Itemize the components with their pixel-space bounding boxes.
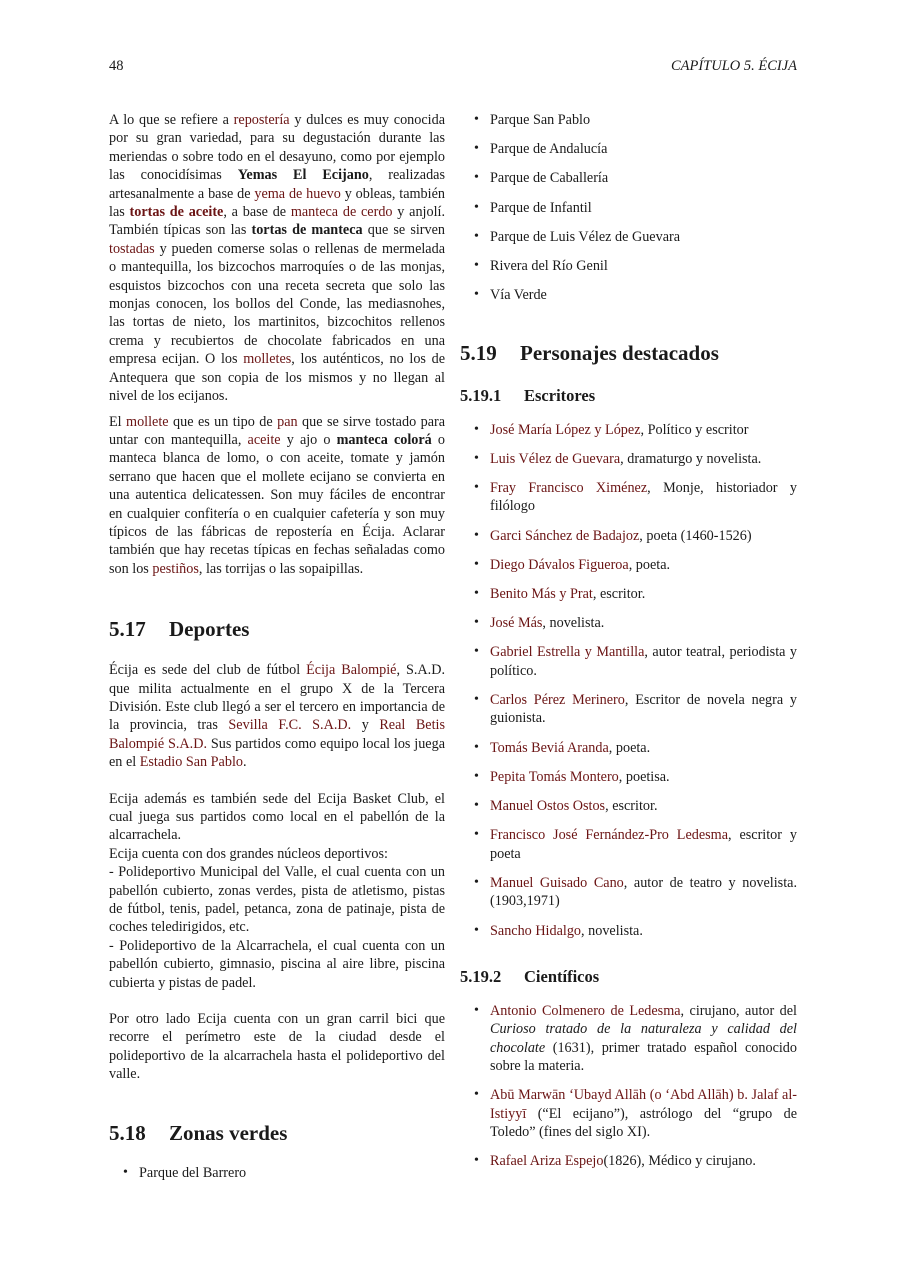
text: , escritor. [592,586,646,603]
section-number: 5.19 [460,340,497,365]
text: , S.A.D. que milita actualmente en el grupo X de la Tercera División. Este club llegó a ser el tercero en importancia de la provincia, tras [109,662,445,734]
subsection-heading-cientificos [460,966,797,988]
text: , autor de teatro y novelista.(1903,1971) [490,874,797,910]
link-sevilla-fc[interactable]: Sevilla F.C. S.A.D. [228,717,352,734]
text: (“El ecijano”), astrólogo del “grupo de Toledo” (fines del siglo XI). [490,1105,797,1141]
list-item [460,527,797,545]
text: y dulces es muy conocida por su gran variedad, para su degustación durante las meriendas o sobre todo en el desayuno, como por ejemplo las conocidísimas [109,112,445,184]
text: que es un tipo de [168,413,278,430]
link-person[interactable]: Manuel Guisado Cano [490,874,624,891]
book-title: Curioso tratado de la naturaleza y calidad del chocolate [490,1021,797,1056]
text: , novelista. [581,922,643,939]
list-item: • Rivera del Río Genil [460,257,797,275]
section-title: Zonas verdes [169,1120,288,1145]
list-item: • Parque de Caballería [460,169,797,187]
text: , cirujano, autor del [680,1002,797,1019]
text: , poeta. [628,556,671,573]
right-column [460,111,797,1171]
text: , poetisa. [618,768,670,785]
section-number: 5.18 [109,1120,146,1145]
list-item [460,922,797,940]
section-number: 5.17 [109,617,146,642]
list-item [460,1152,797,1170]
list-item: • Parque de Andalucía [460,140,797,158]
link-yema-de-huevo[interactable]: yema de huevo [254,185,341,202]
zonas-verdes-list-part-2 [460,111,797,305]
list-item [460,450,797,468]
reposteria-paragraph-2 [109,413,445,579]
text: , Escritor de novela negra y guionista. [490,692,797,727]
page-number: 48 [109,58,124,74]
text: y anjolí. También típicas son las [109,204,446,239]
text: A lo que se refiere a [109,112,234,128]
section-heading-zonas-verdes [109,1120,445,1146]
link-real-betis[interactable]: Real Betis Balompié S.A.D. [109,717,445,752]
text: , a base de [223,204,291,221]
list-item [460,826,797,863]
section-heading-deportes [109,616,445,642]
link-aceite[interactable]: aceite [247,431,281,448]
text: y obleas, también las [109,185,445,221]
text: y [351,717,380,734]
subsection-number: 5.19.2 [460,966,502,986]
polideportivo-valle-text: - Polideportivo Municipal del Valle, el cual cuenta con un pabellón cubierto, zonas verdes, pista de atletismo, pistas de fútbol, tenis, padel, petanca, zona de patinaje, pista de coches teledirigidos, etc. [109,864,445,936]
list-item [460,1086,797,1141]
text: , Político y escritor [640,421,749,438]
escritores-list [460,421,797,940]
list-item: • Parque del Barrero [109,1164,445,1182]
list-item [460,643,797,680]
list-item [460,479,797,516]
text: Sus partidos como equipo local los juega en el [109,735,445,771]
bold-manteca-colora: manteca colorá [336,431,432,448]
link-person[interactable]: Garci Sánchez de Badajoz [490,527,640,544]
text: , autor teatral, periodista y político. [490,644,797,679]
text: , poeta (1460-1526) [639,527,752,544]
text: (1826), Médico y cirujano. [603,1153,756,1170]
link-person[interactable]: Tomás Beviá Aranda [490,739,609,756]
text: , novelista. [542,615,605,632]
link-person[interactable]: Benito Más y Prat [490,586,593,603]
link-molletes[interactable]: molletes [243,351,292,368]
list-item: • Parque de Infantil [460,199,797,217]
link-person[interactable]: Abū Marwān ‘Ubayd Allāh (o ‘Abd Allāh) b. Jalaf al-Istiyyī [490,1087,797,1122]
section-heading-personajes [460,340,797,366]
text: Écija es sede del club de fútbol [109,662,307,679]
list-item [460,1002,797,1076]
link-ecija-balompie[interactable]: Écija Balompié [306,662,397,679]
chapter-title: CAPÍTULO 5. ÉCIJA [670,58,797,74]
text: , los auténticos, no los de Antequera que son copia de los mismos y no llegan al nivel de los ecijanos. [109,351,446,405]
text: , dramaturgo y novelista. [620,450,762,467]
text: El [109,413,127,430]
link-person[interactable]: Gabriel Estrella y Mantilla [490,644,645,661]
section-title: Deportes [169,617,250,642]
text: y pueden comerse solas o rellenas de mermelada o mantequilla, los bizcochos marroquíes o de las monjas, esquistos bizcochos con una receta secreta que solo las monjas conocen, los bollos del Conde, las mediasnohes, las tortas de nieto, los martinitos, bizcochitos rellenos crema y recubiertos de chocolate fabricados en una empresa ecijan. O los [109,240,445,368]
link-person[interactable]: José María López y López [490,421,641,438]
polideportivo-alcarrachela-text: - Polideportivo de la Alcarrachela, el cual cuenta con un pabellón cubierto, gimnasio, piscina al aire libre, piscina cubierta y pistas de padel. [109,937,445,991]
text: y ajo o [280,431,337,448]
list-item [460,556,797,574]
nucleos-intro-text: Ecija cuenta con dos grandes núcleos deportivos: [109,845,388,862]
text: , escritor. [605,798,658,815]
bold-yemas: Yemas El Ecijano [237,167,369,184]
deportes-paragraph-2 [109,790,445,992]
cientificos-list [460,1002,797,1171]
subsection-number: 5.19.1 [460,385,502,405]
subsection-heading-escritores [460,385,797,407]
link-person[interactable]: Rafael Ariza Espejo [490,1153,604,1170]
list-item [460,874,797,911]
text: . [242,754,247,771]
list-item [460,691,797,728]
link-person[interactable]: Manuel Ostos Ostos [490,798,606,815]
list-item [460,768,797,786]
left-column [109,111,445,1182]
text: o manteca blanca de lomo, o con aceite, tomate y jamón serrano que hacen que el mollete ecijano se convierta en una autentica delicatessen. Son muy fáciles de encontrar en cualquier confitería o en cualquier cafetería y son muy típicos de las fábricas de repostería en Écija. Aclarar también que hay recetas típicas en fechas señaladas como son los [109,431,445,577]
link-person[interactable]: Carlos Pérez Merinero [490,692,625,709]
list-item [460,585,797,603]
link-manteca-de-cerdo[interactable]: manteca de cerdo [290,204,393,221]
list-item [460,797,797,815]
link-person[interactable]: Luis Vélez de Guevara [490,450,621,467]
list-item [460,614,797,632]
link-person[interactable]: Fray Francisco Ximénez [490,480,648,497]
link-person[interactable]: Diego Dávalos Figueroa [490,556,629,573]
text: (1631), primer tratado español conocido sobre la materia. [490,1039,797,1075]
text: , Monje, historiador y filólogo [490,480,797,515]
link-tortas-de-aceite[interactable]: tortas de aceite [129,204,224,221]
link-person[interactable]: Antonio Colmenero de Ledesma [490,1002,681,1019]
list-item: • Parque San Pablo [460,111,797,129]
list-item: • Vía Verde [460,286,797,304]
link-pan[interactable]: pan [277,413,298,430]
text: que se sirve tostado para untar con mantequilla, [109,413,446,448]
link-person[interactable]: Sancho Hidalgo [490,922,582,939]
running-header [109,58,797,78]
link-pestinos[interactable]: pestiños [152,560,199,577]
deportes-paragraph-1 [109,661,445,771]
text: , las torrijas o las sopaipillas. [198,560,364,577]
text: , poeta. [608,739,651,756]
text: que se sirven [362,222,446,239]
link-person[interactable]: Francisco José Fernández-Pro Ledesma [490,827,729,844]
link-mollete[interactable]: mollete [126,413,169,430]
text: , escritor y poeta [490,827,797,862]
link-estadio-san-pablo[interactable]: Estadio San Pablo [139,754,243,771]
list-item [460,421,797,439]
subsection-title: Escritores [524,385,596,405]
reposteria-paragraph-1 [109,111,445,406]
deportes-paragraph-3: Por otro lado Ecija cuenta con un gran carril bici que recorre el perímetro este de la ciudad desde el polideportivo de la alcarrachela hasta el polideportivo del valle. [109,1011,445,1083]
bold-tortas-de-manteca: tortas de manteca [251,222,363,239]
link-tostadas[interactable]: tostadas [109,240,155,257]
subsection-title: Científicos [524,966,600,986]
basket-club-text: Ecija además es también sede del Ecija Basket Club, el cual juega sus partidos como local en el pabellón de la alcarrachela. [109,790,445,844]
list-item [460,739,797,757]
link-person[interactable]: José Más [490,615,543,632]
link-person[interactable]: Pepita Tomás Montero [490,768,619,785]
section-title: Personajes destacados [520,340,719,365]
zonas-verdes-list-part-1 [109,1164,445,1182]
list-item: • Parque de Luis Vélez de Guevara [460,228,797,246]
text: , realizadas artesanalmente a base de [109,167,445,202]
link-reposteria[interactable]: repostería [233,112,290,128]
